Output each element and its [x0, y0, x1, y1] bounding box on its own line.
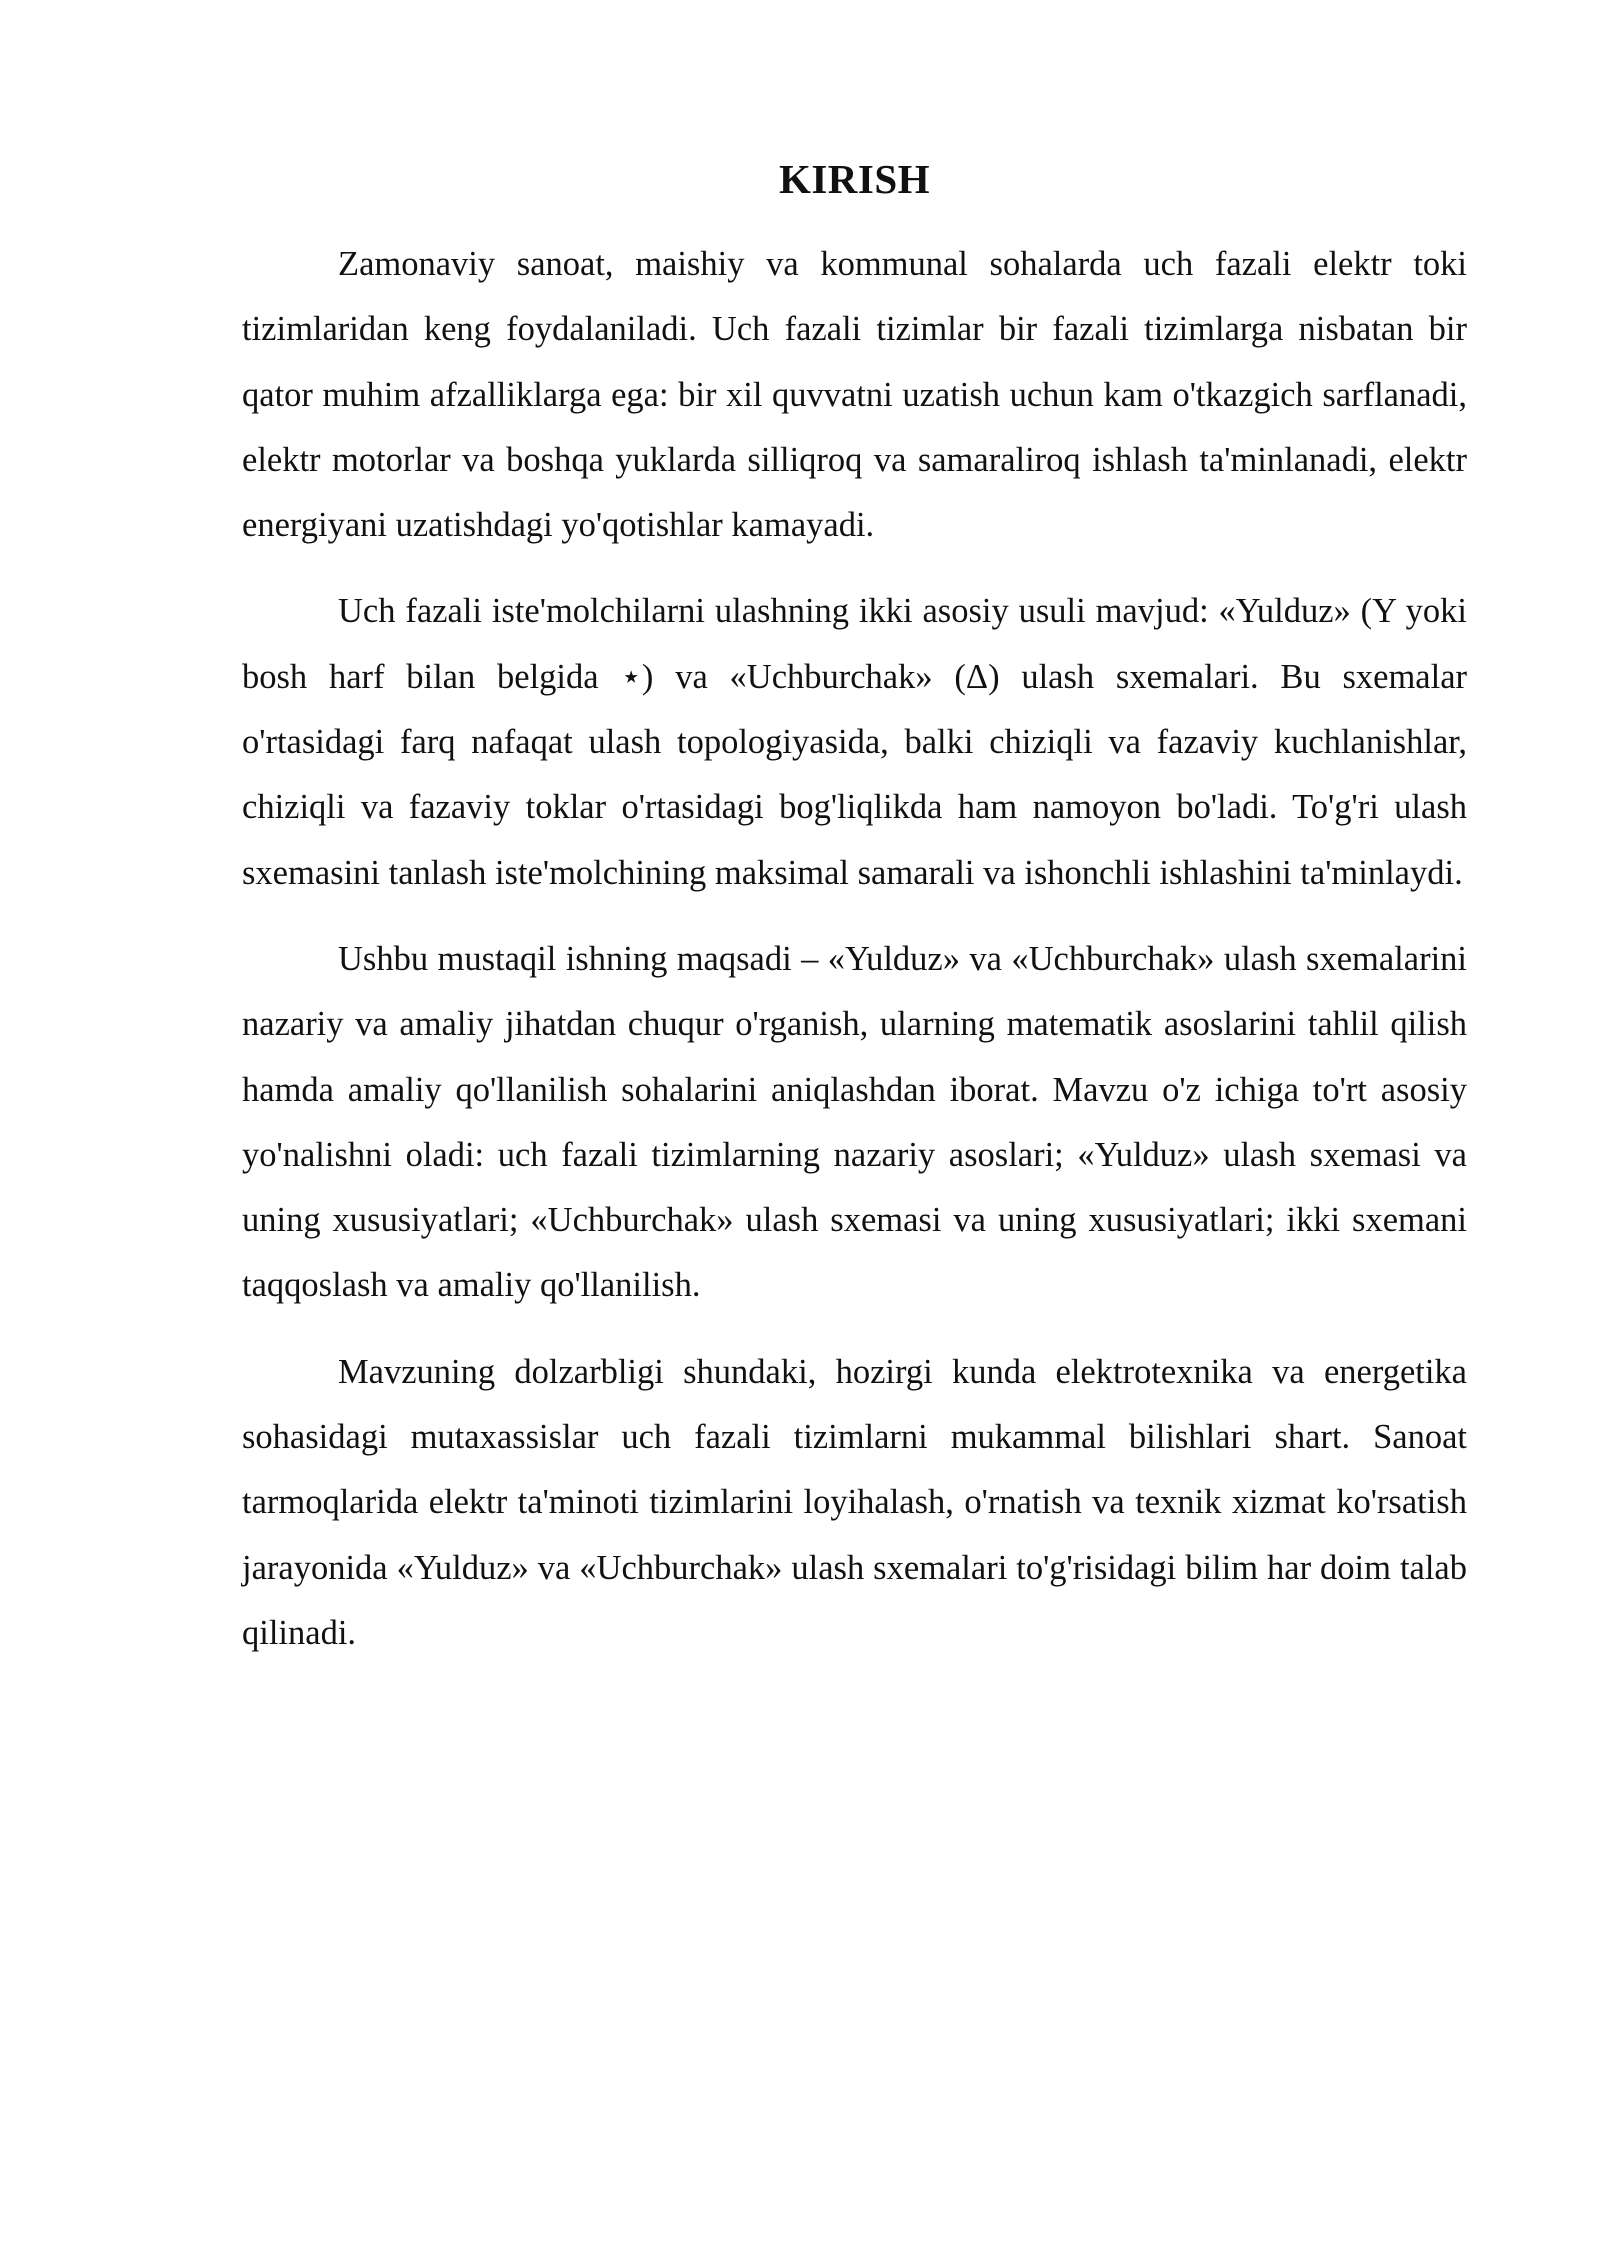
document-body — [242, 150, 1467, 1687]
paragraph-goal: Ushbu mustaqil ishning maqsadi – «Yulduz» va «Uchburchak» ulash sxemalarini nazariy va amaliy jihatdan chuqur o'rganish, ularning matematik asoslarini tahlil qilish hamda amaliy qo'llanilish sohalarini aniqlashdan iborat. Mavzu o'z ichiga to'rt asosiy yo'nalishni oladi: uch fazali tizimlarning nazariy asoslari; «Yulduz» ulash sxemasi va uning xususiyatlari; «Uchburchak» ulash sxemasi va uning xususiyatlari; ikki sxemani taqqoslash va amaliy qo'llanilish. — [242, 939, 1467, 1305]
paragraph-intro: Zamonaviy sanoat, maishiy va kommunal sohalarda uch fazali elektr toki tizimlaridan keng foydalaniladi. Uch fazali tizimlar bir fazali tizimlarga nisbatan bir qator muhim afzalliklarga ega: bir xil quvvatni uzatish uchun kam o'tkazgich sarflanadi, elektr motorlar va boshqa yuklarda silliqroq va samaraliroq ishlash ta'minlanadi, elektr energiyani uzatishdagi yo'qotishlar kamayadi. — [242, 245, 1467, 545]
paragraph-relevance: Mavzuning dolzarbligi shundaki, hozirgi kunda elektrotexnika va energetika sohasidagi mutaxassislar uch fazali tizimlarni mukammal bilishlari shart. Sanoat tarmoqlarida elektr ta'minoti tizimlarini loyihalash, o'rnatish va texnik xizmat ko'rsatish jarayonida «Yulduz» va «Uchburchak» ulash sxemalari to'g'risidagi bilim har doim talab qilinadi. — [242, 1352, 1467, 1652]
section-title: KIRISH — [778, 156, 931, 202]
paragraph-connection-methods: Uch fazali iste'molchilarni ulashning ikki asosiy usuli mavjud: «Yulduz» (Y yoki bosh harf bilan belgida ⋆) va «Uchburchak» (Δ) ulash sxemalari. Bu sxemalar o'rtasidagi farq nafaqat ulash topologiyasida, balki chiziqli va fazaviy kuchlanishlar, chiziqli va fazaviy toklar o'rtasidagi bog'liqlikda ham namoyon bo'ladi. To'g'ri ulash sxemasini tanlash iste'molchining maksimal samarali va ishonchli ishlashini ta'minlaydi. — [242, 592, 1467, 892]
